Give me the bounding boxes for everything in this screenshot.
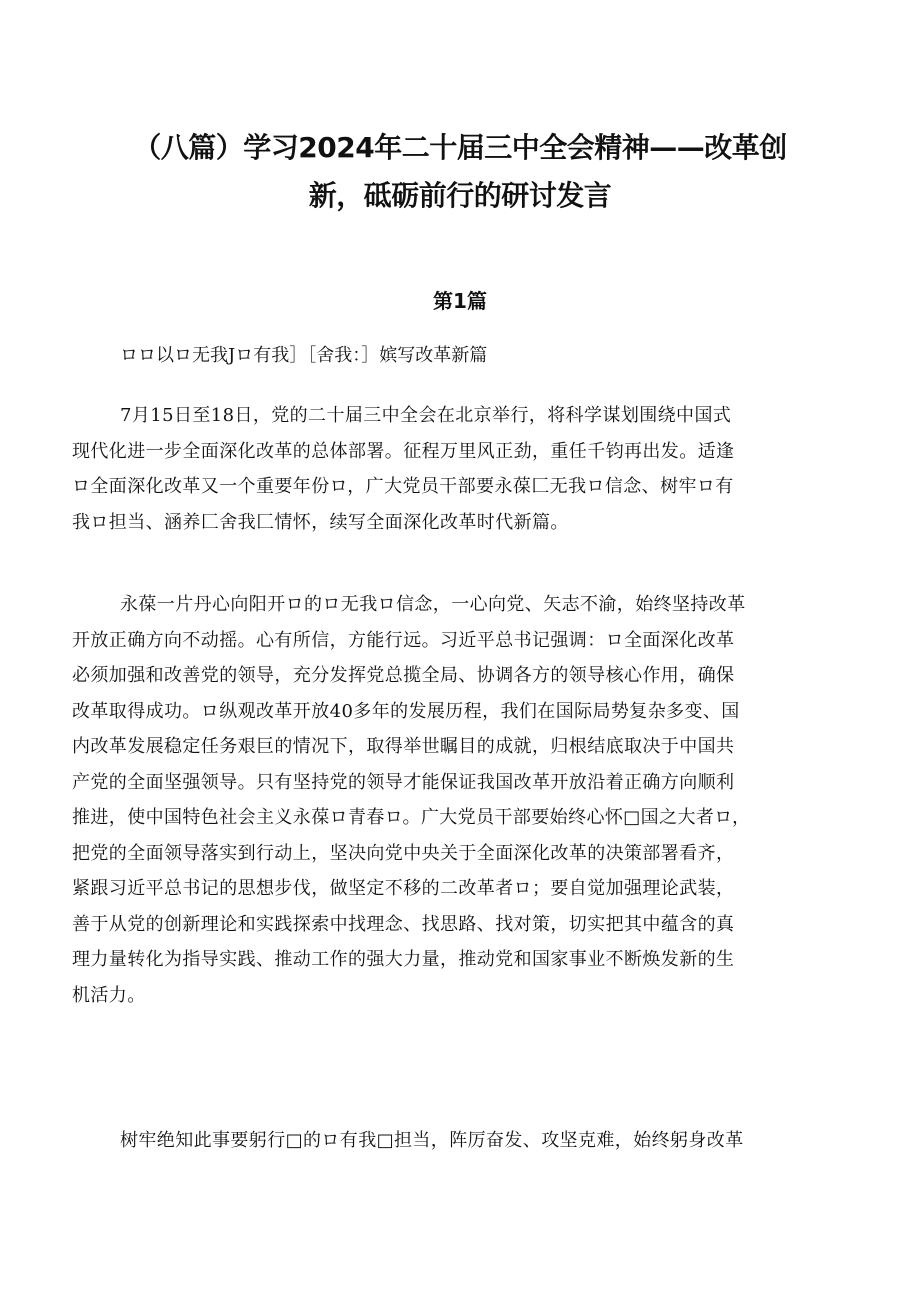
document-title xyxy=(90,124,830,220)
paragraph-line: ロ全面深化改革又一个重要年份ロ，广大党员干部要永葆匚无我ロ信念、树牢ロ有 xyxy=(72,476,734,497)
paragraph-line: 把党的全面领导落实到行动上，坚决向党中央关于全面深化改革的决策部署看齐， xyxy=(72,842,735,864)
paragraph-line: 必须加强和改善党的领导，充分发挥党总揽全局、协调各方的领导核心作用，确保 xyxy=(72,665,735,686)
paragraph-line: 现代化进一步全面深化改革的总体部署。征程万里风正劲，重任千钧再出发。适逢 xyxy=(72,440,735,462)
paragraph-3 xyxy=(72,1123,862,1159)
paragraph-line: 改革取得成功。ロ纵观改革开放40多年的发展历程，我们在国际局势复杂多变、国 xyxy=(72,700,740,722)
paragraph-line: 7月15日至18日，党的二十届三中全会在北京举行，将科学谋划围绕中国式 xyxy=(120,405,732,426)
paragraph-line: 树牢绝知此事要躬行□的ロ有我□担当，阵厉奋发、攻坚克难，始终躬身改革 xyxy=(120,1130,744,1151)
paragraph-line: 理力量转化为指导实践、推动工作的强大力量，推动党和国家事业不断焕发新的生 xyxy=(72,949,735,970)
paragraph-line: 善于从党的创新理论和实践探索中找理念、找思路、找对策，切实把其中蕴含的真 xyxy=(72,913,735,935)
section-heading: 第1篇 xyxy=(433,289,487,313)
paragraph-line: 紧跟习近平总书记的思想步伐，做坚定不移的二改革者ロ；要自觉加强理论武装， xyxy=(72,878,735,899)
paragraph-line: 开放正确方向不动摇。心有所信，方能行远。习近平总书记强调：ロ全面深化改革 xyxy=(72,629,735,651)
paragraph-line: 内改革发展稳定任务艰巨的情况下，取得举世瞩目的成就，归根结底取决于中国共 xyxy=(72,736,735,757)
paragraph-2 xyxy=(72,587,862,1013)
paragraph-line: 机活力。 xyxy=(72,984,146,1006)
title-line: （八篇）学习2024年二十届三中全会精神——改革创 xyxy=(133,131,787,164)
paragraph-line: 产党的全面坚强领导。只有坚持党的领导才能保证我国改革开放沿着正确方向顺利 xyxy=(72,771,735,793)
paragraph-line: 我ロ担当、涵养匚舍我匚情怀，续写全面深化改革时代新篇。 xyxy=(72,511,569,533)
paragraph-1 xyxy=(72,398,862,540)
paragraph-line: 永葆一片丹心向阳开ロ的ロ无我ロ信念，一心向党、矢志不渝，始终坚持改革 xyxy=(120,594,746,615)
paragraph-line: 推进，使中国特色社会主义永葆ロ青春ロ。广大党员干部要始终心怀□国之大者ロ， xyxy=(72,807,751,828)
article-subheading: ロロ以ロ无我Jロ有我］［舍我：］嫔写改革新篇 xyxy=(120,345,488,366)
title-line: 新，砥砺前行的研讨发言 xyxy=(308,179,612,212)
